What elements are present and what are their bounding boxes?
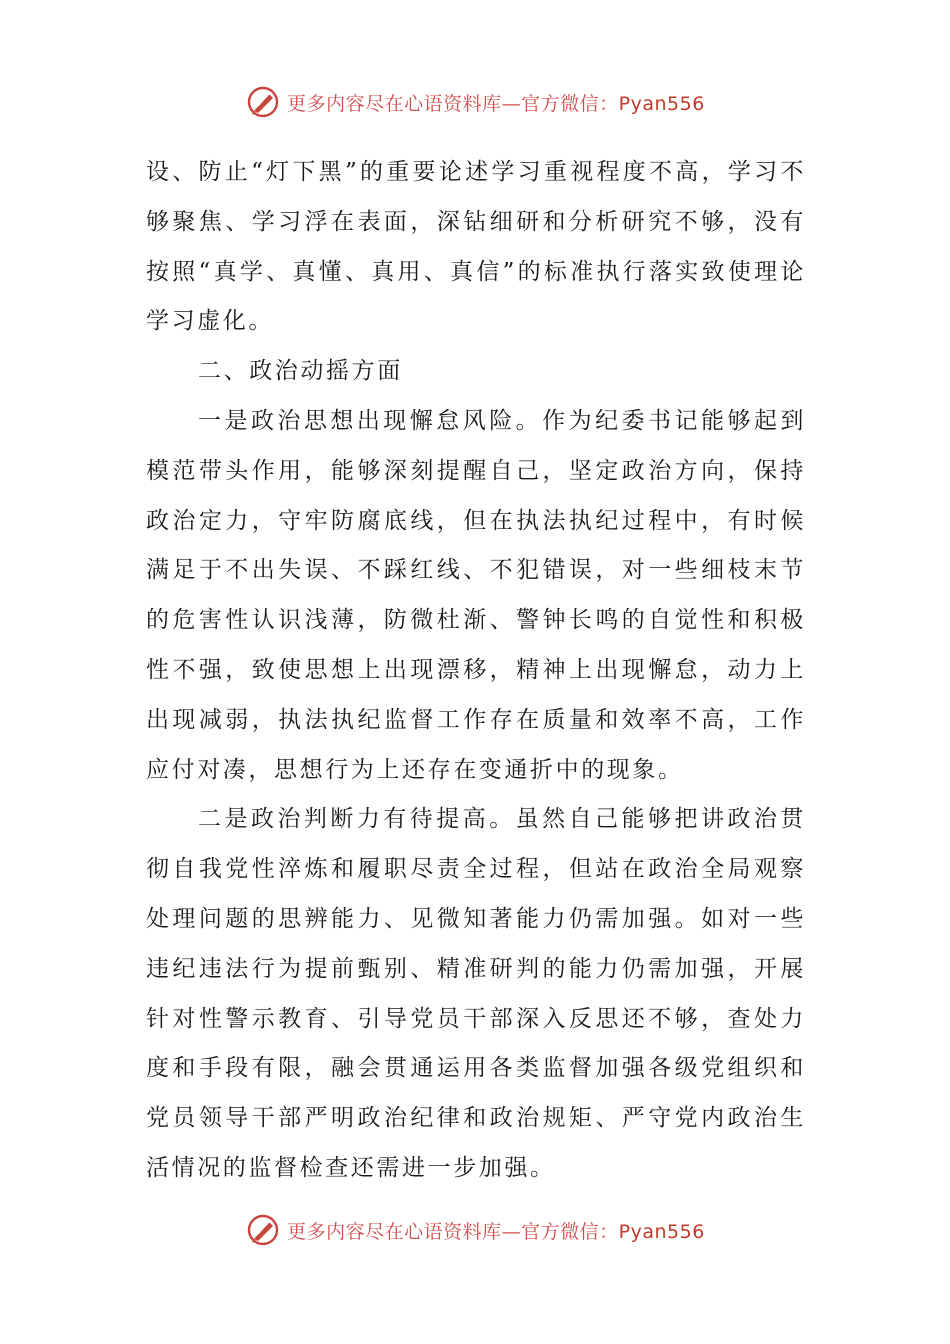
header-watermark-banner	[0, 82, 950, 122]
pen-nib-logo-icon	[245, 1212, 281, 1248]
paragraph-continued: 设、防止“灯下黑”的重要论述学习重视程度不高，学习不够聚焦、学习浮在表面，深钻细研和分析研究不够，没有按照“真学、真懂、真用、真信”的标准执行落实致使理论学习虚化。	[146, 159, 806, 335]
document-body	[146, 148, 806, 1194]
paragraph-point-one: 一是政治思想出现懈怠风险。作为纪委书记能够起到模范带头作用，能够深刻提醒自己，坚定政治方向，保持政治定力，守牢防腐底线，但在执法执纪过程中，有时候满足于不出失误、不踩红线、不犯错误，对一些细枝末节的危害性认识浅薄，防微杜渐、警钟长鸣的自觉性和积极性不强，致使思想上出现漂移，精神上出现懈怠，动力上出现减弱，执法执纪监督工作存在质量和效率不高，工作应付对凑，思想行为上还存在变通折中的现象。	[146, 407, 806, 783]
pen-nib-logo-icon	[245, 84, 281, 120]
section-heading: 二、政治动摇方面	[198, 358, 403, 385]
paragraph-point-two: 二是政治判断力有待提高。虽然自己能够把讲政治贯彻自我党性淬炼和履职尽责全过程，但站在政治全局观察处理问题的思辨能力、见微知著能力仍需加强。如对一些违纪违法行为提前甄别、精准研判的能力仍需加强，开展针对性警示教育、引导党员干部深入反思还不够，查处力度和手段有限，融会贯通运用各类监督加强各级党组织和党员领导干部严明政治纪律和政治规矩、严守党内政治生活情况的监督检查还需进一步加强。	[146, 806, 806, 1181]
header-banner-text: 更多内容尽在心语资料库—官方微信：Pyan556	[287, 92, 705, 115]
footer-watermark-banner	[0, 1210, 950, 1250]
wechat-id: Pyan556	[618, 1220, 705, 1243]
wechat-id: Pyan556	[618, 92, 705, 115]
footer-banner-text: 更多内容尽在心语资料库—官方微信：Pyan556	[287, 1220, 705, 1243]
